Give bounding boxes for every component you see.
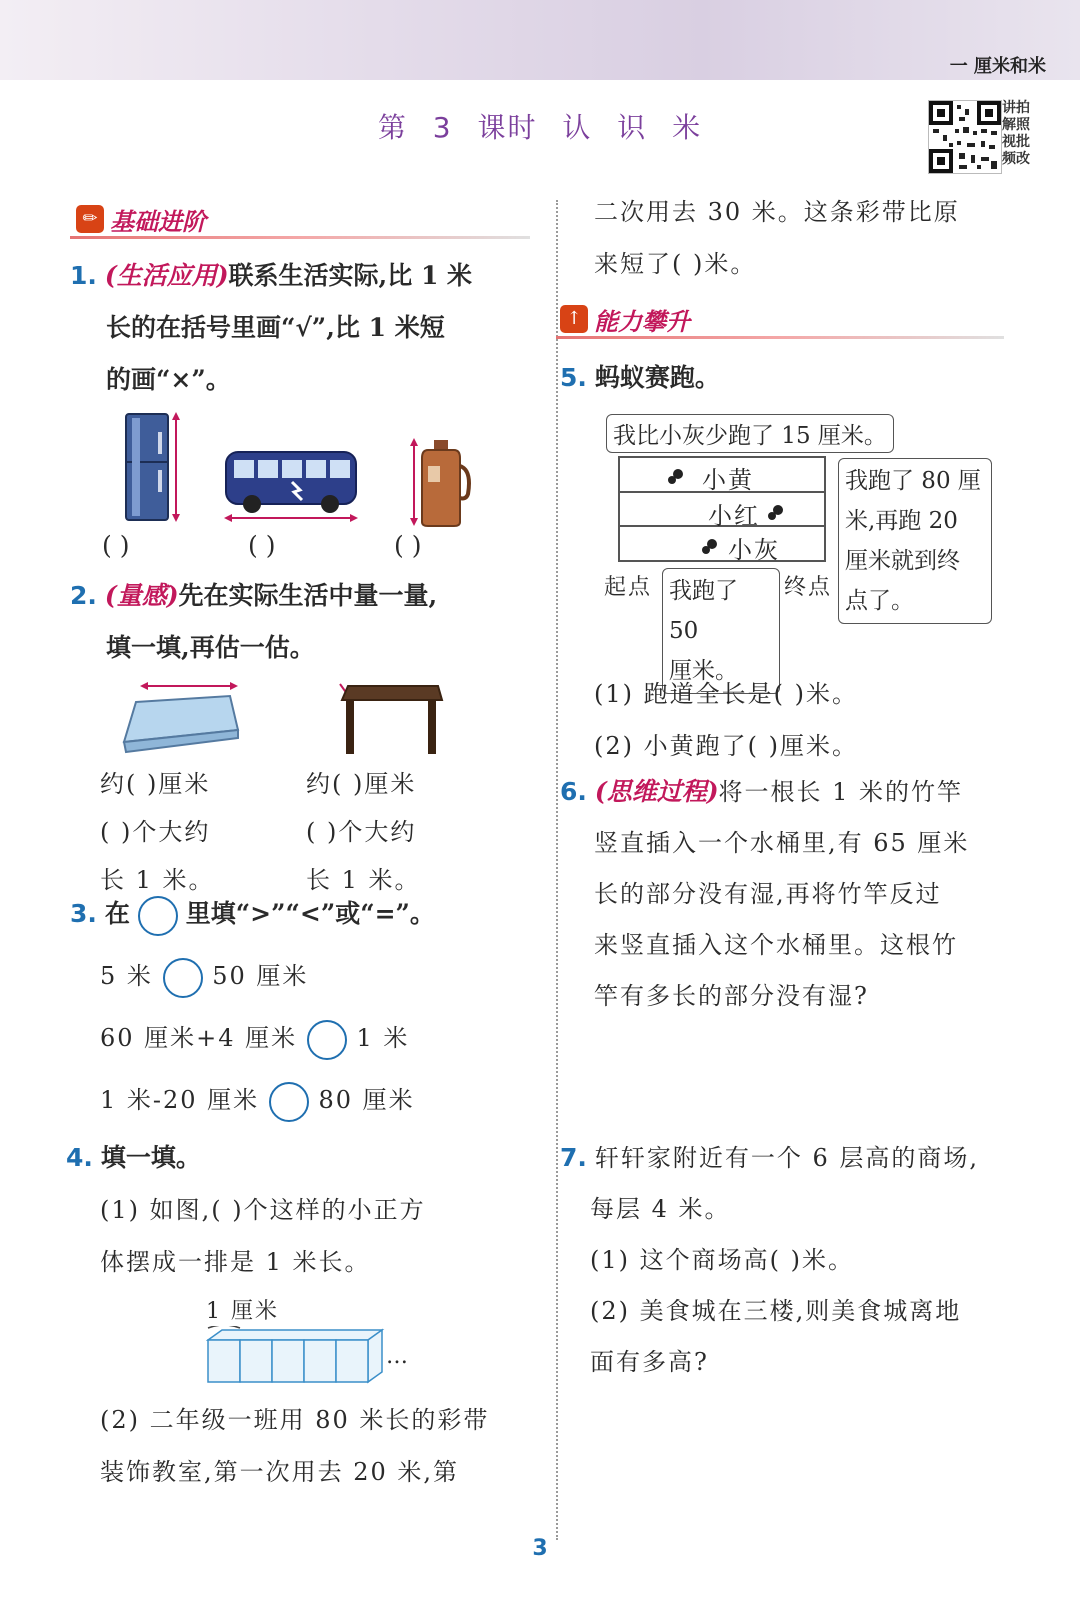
section-heading-advanced: 能力攀升 (594, 308, 690, 336)
question-4-part-1: (1) 如图,( )个这样的小正方 体摆成一排是 1 米长。 (100, 1196, 426, 1276)
qr-label: 讲拍 解照 视批 频改 (1002, 100, 1030, 167)
estimate-left: 约( )厘米 ( )个大约 长 1 米。 (100, 770, 215, 894)
question-number: 1. (70, 261, 97, 290)
answer-blank[interactable]: ( ) (394, 531, 422, 560)
basic-section-icon: ✏ (76, 205, 104, 233)
speech-bubble-bottom: 我跑了 50 厘米。 (662, 568, 780, 694)
question-number: 4. (66, 1143, 93, 1172)
section-heading-basic: 基础进阶 (110, 208, 206, 236)
section-rule (556, 336, 1004, 339)
ant-label: 小红 (708, 502, 760, 530)
cube-row-icon (206, 1326, 386, 1390)
question-2: 2. (量感)先在实际生活中量一量, 填一填,再估一估。 (70, 581, 438, 662)
question-number: 5. (560, 363, 587, 392)
question-number: 2. (70, 581, 97, 610)
compare-circle[interactable] (307, 1020, 347, 1060)
question-5-subs: (1) 跑道全长是( )米。 (2) 小黄跑了( )厘米。 (594, 680, 858, 760)
question-4-part-2-cont: 二次用去 30 米。这条彩带比原 来短了( )米。 (594, 198, 960, 278)
question-number: 6. (560, 777, 587, 806)
answer-blank[interactable]: ( ) (248, 531, 276, 560)
question-4: 4. 填一填。 (66, 1143, 201, 1172)
question-5: 5. 蚂蚁赛跑。 (560, 363, 720, 392)
compare-row: 60 厘米+4 厘米 1 米 (100, 1018, 409, 1060)
refrigerator-icon (118, 412, 182, 528)
pencil-case-icon (112, 680, 244, 762)
compare-row: 1 米-20 厘米 80 厘米 (100, 1080, 415, 1122)
lesson-title: 第 3 课时 认 识 米 (377, 111, 703, 144)
question-6-body: 竖直插入一个水桶里,有 65 厘米 长的部分没有湿,再将竹竿反过 来竖直插入这个水桶里。这根竹 竿有多长的部分没有湿? (594, 829, 970, 1010)
thermos-icon (404, 436, 474, 532)
question-tag: (生活应用) (104, 261, 229, 290)
question-tag: (量感) (104, 581, 179, 610)
answer-blank[interactable]: ( ) (102, 531, 130, 560)
compare-row: 5 米 50 厘米 (100, 956, 308, 998)
estimate-right: 约( )厘米 ( )个大约 长 1 米。 (306, 770, 421, 894)
unit-title: 一 厘米和米 (949, 56, 1046, 77)
question-7-body: 每层 4 米。 (1) 这个商场高( )米。 (2) 美食城在三楼,则美食城离地 面有多高? (590, 1195, 962, 1376)
finish-label: 终点 (784, 575, 833, 600)
question-7: 7. 轩轩家附近有一个 6 层高的商场, (560, 1143, 980, 1172)
bus-icon (222, 446, 360, 530)
question-4-part-2: (2) 二年级一班用 80 米长的彩带 装饰教室,第一次用去 20 米,第 (100, 1406, 490, 1486)
advanced-section-icon: ↑ (560, 305, 588, 333)
question-3: 3. 在 里填“>”“<”或“=”。 (70, 888, 435, 940)
page-number: 3 (532, 1536, 548, 1561)
ellipsis: … (386, 1344, 408, 1369)
compare-circle[interactable] (163, 958, 203, 998)
ant-label: 小黄 (702, 466, 754, 494)
desk-icon (334, 680, 444, 762)
question-6: 6. (思维过程)将一根长 1 米的竹竿 (560, 777, 964, 806)
question-number: 7. (560, 1143, 587, 1172)
cube-label: 1 厘米 (206, 1299, 279, 1324)
question-number: 3. (70, 899, 97, 928)
column-divider (556, 200, 558, 1540)
header-band (0, 0, 1080, 80)
question-tag: (思维过程) (594, 777, 719, 806)
compare-circle-example (138, 896, 178, 936)
section-rule (70, 236, 530, 239)
ant-label: 小灰 (728, 536, 780, 564)
compare-circle[interactable] (269, 1082, 309, 1122)
speech-bubble-right: 我跑了 80 厘 米,再跑 20 厘米就到终 点了。 (838, 458, 992, 624)
start-label: 起点 (604, 575, 653, 600)
speech-bubble-top: 我比小灰少跑了 15 厘米。 (606, 414, 894, 453)
qr-code[interactable] (928, 100, 1002, 174)
question-1: 1. (生活应用)联系生活实际,比 1 米 长的在括号里画“√”,比 1 米短 的画“×”。 (70, 261, 473, 394)
